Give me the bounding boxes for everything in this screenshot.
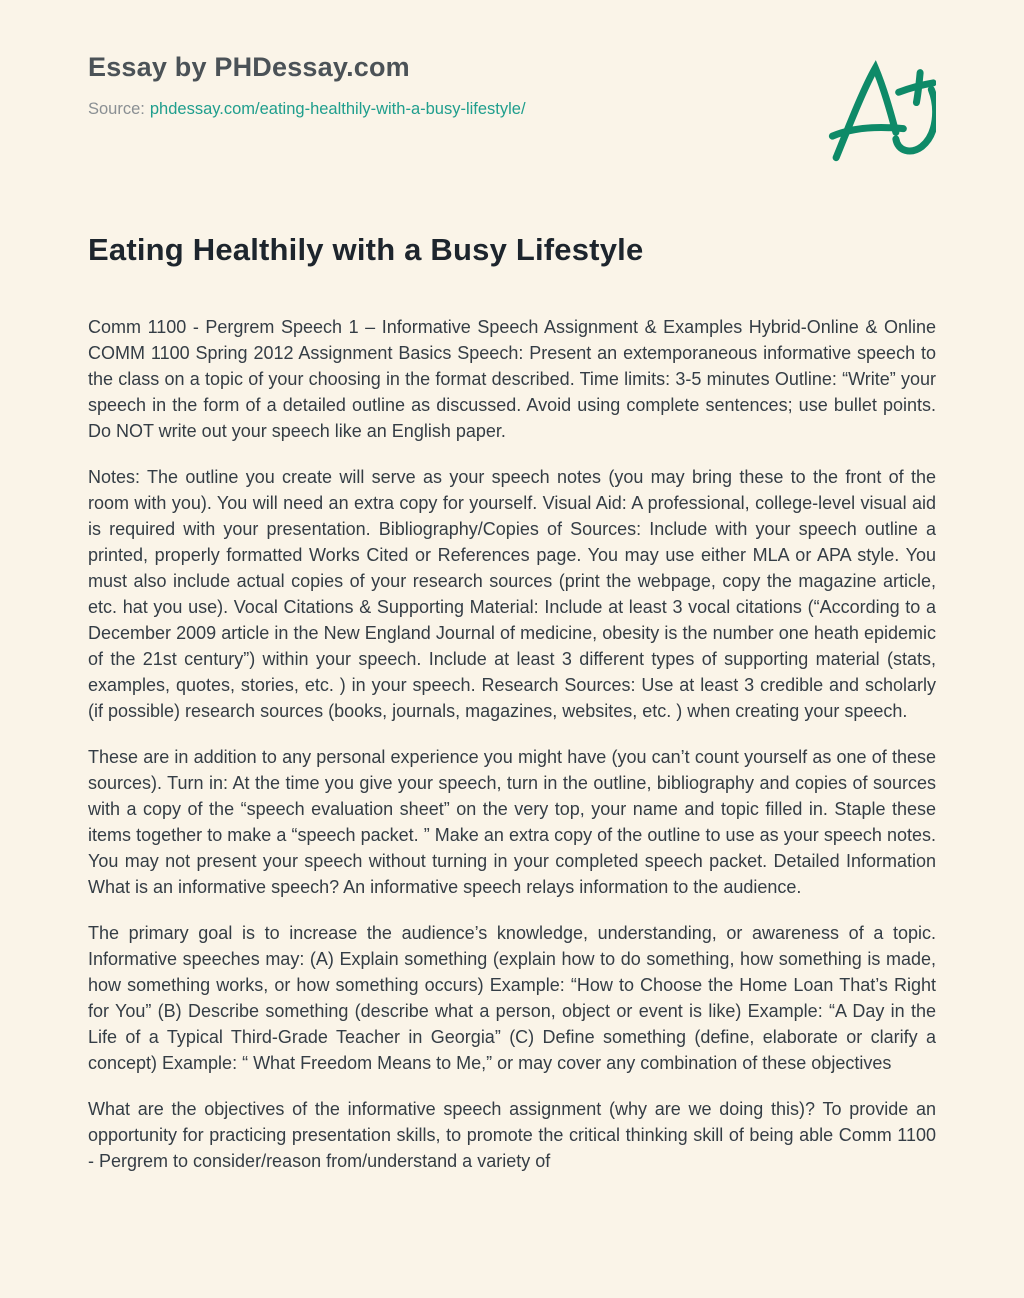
essay-paragraph: Comm 1100 - Pergrem Speech 1 – Informative Speech Assignment & Examples Hybrid-Online & Online COMM 1100 Spring 2012 Assignment Basics Speech: Present an extemporaneous informative speech to the class on a topic of your choosing in the format described. Time limits: 3-5 minutes Outline: “Write” your speech in the form of a detailed outline as discussed. Avoid using complete sentences; use bullet points. Do NOT write out your speech like an English paper. (88, 317, 936, 441)
essay-paragraph: These are in addition to any personal experience you might have (you can’t count yourself as one of these sources). Turn in: At the time you give your speech, turn in the outline, bibliography and copies of sources with a copy of the “speech evaluation sheet” on the very top, your name and topic filled in. Staple these items together to make a “speech packet. ” Make an extra copy of the outline to use as your speech notes. You may not present your speech without turning in your completed speech packet. Detailed Information What is an informative speech? An informative speech relays information to the audience. (88, 747, 936, 897)
page-header (88, 52, 936, 166)
a-plus-logo-icon (824, 54, 936, 166)
page-title: Eating Healthily with a Busy Lifestyle (88, 232, 644, 267)
source-link[interactable]: phdessay.com/eating-healthily-with-a-busy-lifestyle/ (149, 100, 526, 118)
source-row (88, 100, 526, 119)
byline: Essay by PHDessay.com (88, 52, 410, 82)
essay-paragraph: Notes: The outline you create will serve as your speech notes (you may bring these to the front of the room with you). You will need an extra copy for yourself. Visual Aid: A professional, college-level visual aid is required with your presentation. Bibliography/Copies of Sources: Include with your speech outline a printed, properly formatted Works Cited or References page. You may use either MLA or APA style. You must also include actual copies of your research sources (print the webpage, copy the magazine article, etc. hat you use). Vocal Citations & Supporting Material: Include at least 3 vocal citations (“According to a December 2009 article in the New England Journal of medicine, obesity is the number one heath epidemic of the 21st century”) within your speech. Include at least 3 different types of supporting material (stats, examples, quotes, stories, etc. ) in your speech. Research Sources: Use at least 3 credible and scholarly (if possible) research sources (books, journals, magazines, websites, etc. ) when creating your speech. (88, 467, 936, 721)
source-label: Source: (88, 100, 145, 118)
essay-paragraph: The primary goal is to increase the audience’s knowledge, understanding, or awareness of a topic. Informative speeches may: (A) Explain something (explain how to do something, how something is made, how something works, or how something occurs) Example: “How to Choose the Home Loan That’s Right for You” (B) Describe something (describe what a person, object or event is like) Example: “A Day in the Life of a Typical Third-Grade Teacher in Georgia” (C) Define something (define, elaborate or clarify a concept) Example: “ What Freedom Means to Me,” or may cover any combination of these objectives (88, 923, 936, 1073)
header-text-block (88, 52, 526, 119)
essay-body (88, 314, 936, 1298)
essay-paragraph: What are the objectives of the informative speech assignment (why are we doing this)? To provide an opportunity for practicing presentation skills, to promote the critical thinking skill of being able Comm 1100 - Pergrem to consider/reason from/understand a variety of (88, 1099, 936, 1171)
